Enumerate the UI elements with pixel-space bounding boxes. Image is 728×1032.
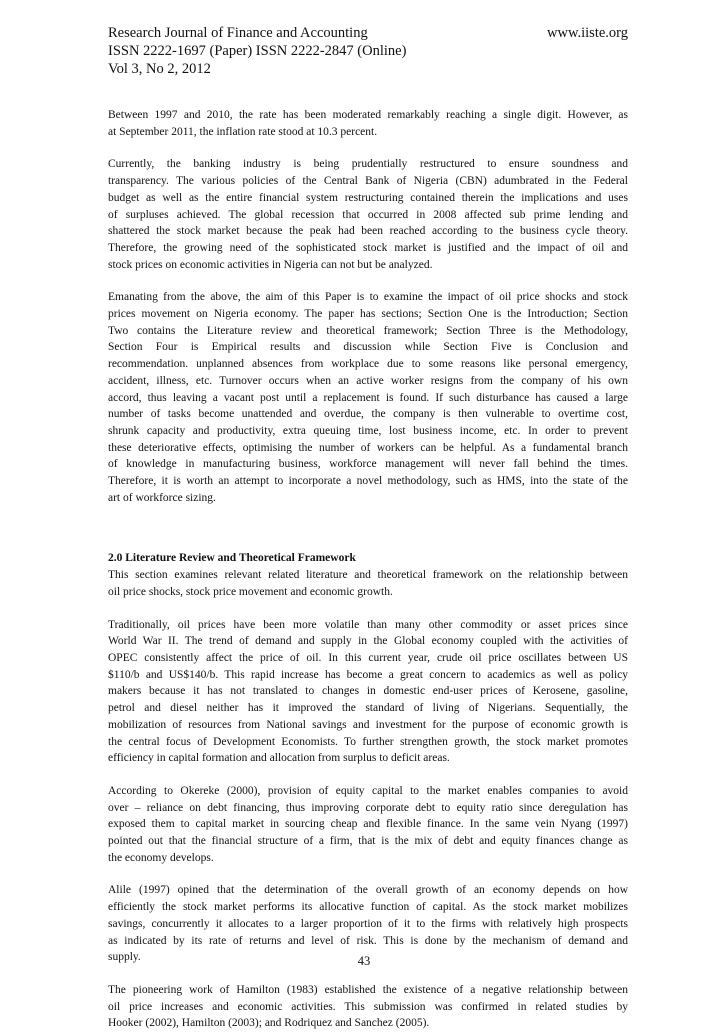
text-line: exposed them to capital market in sourcing cheap and flexible finance. In the same vein Nyang (1997) [108, 818, 628, 831]
journal-issn: ISSN 2222-1697 (Paper) ISSN 2222-2847 (Online) [108, 43, 407, 59]
text-line: savings, concurrently it allocates to a larger proportion of it to the firms with relatively high prospects [108, 917, 628, 930]
text-line: Two contains the Literature review and theoretical framework; Section Three is the Methodology, [108, 324, 628, 337]
text-line: Section Four is Empirical results and discussion while Section Five is Conclusion and [108, 341, 628, 354]
text-line: OPEC consistently affect the price of oil. In this current year, crude oil price oscillates between US [108, 651, 628, 664]
text-line: over – reliance on debt financing, thus improving corporate debt to equity ratio since deregulation has [108, 801, 628, 814]
text-line: as indicated by its rate of returns and level of risk. This is done by the mechanism of demand and [108, 934, 628, 947]
running-header-journal-line [108, 24, 628, 42]
text-line: supply. [108, 951, 141, 964]
text-line: $110/b and US$140/b. This rapid increase has become a great concern to academics as well as policy [108, 668, 628, 681]
text-line: Alile (1997) opined that the determination of the overall growth of an economy depends on how [108, 884, 628, 897]
text-line: these deteriorative effects, optimising the number of workers can be helpful. As a fundamental branch [108, 441, 628, 454]
text-line: the economy develops. [108, 851, 214, 864]
text-line: pointed out that the financial structure of a firm, that is the mix of debt and equity finances change as [108, 835, 628, 848]
text-line: Emanating from the above, the aim of this Paper is to examine the impact of oil price shocks and stock [108, 291, 628, 304]
text-line: of knowledge in manufacturing business, workforce management will never fall behind the times. [108, 458, 628, 471]
paragraph [108, 617, 628, 767]
text-line: recommendation. unplanned absences from workplace due to some reasons like personal emergency, [108, 358, 628, 371]
text-line: prices movement on Nigeria economy. The paper has sections; Section One is the Introduction; Section [108, 308, 628, 321]
text-line: art of workforce sizing. [108, 491, 216, 504]
text-line: shrunk capacity and productivity, extra queuing time, lost business income, etc. In order to prevent [108, 424, 628, 437]
paragraph [108, 156, 628, 273]
text-line: oil price shocks, stock price movement and economic growth. [108, 585, 393, 598]
paragraph [108, 567, 628, 600]
text-line: the central focus of Development Economists. To further strengthen growth, the stock market promotes [108, 735, 628, 748]
paragraph [108, 289, 628, 506]
text-line: makers because it has not translated to changes in domestic end-user prices of Kerosene, gasoline, [108, 685, 628, 698]
text-line: World War II. The trend of demand and supply in the Global economy coupled with the activities of [108, 635, 628, 648]
text-line: efficiently the stock market performs its allocative function of capital. As the stock market mobilizes [108, 901, 628, 914]
text-line: number of tasks become unattended and overdue, the company is then vulnerable to overtime cost, [108, 408, 628, 421]
text-line: Between 1997 and 2010, the rate has been moderated remarkably reaching a single digit. However, as [108, 109, 628, 121]
text-line: budget as well as the entire financial system restructuring contained therein the implications and uses [108, 191, 628, 204]
section-heading: 2.0 Literature Review and Theoretical Framework [108, 552, 356, 565]
text-line: mobilization of resources from National savings and investment for the purpose of economic growth is [108, 718, 628, 731]
paragraph [108, 783, 628, 867]
text-line: shattered the stock market because the peak had been reached according to the business cycle theory. [108, 225, 628, 238]
journal-title: Research Journal of Finance and Accounting [108, 25, 368, 41]
text-line: Therefore, it is worth an attempt to incorporate a novel methodology, such as HMS, into the state of the [108, 475, 628, 488]
text-line: Currently, the banking industry is being prudentially restructured to ensure soundness and [108, 158, 628, 171]
text-line: The pioneering work of Hamilton (1983) established the existence of a negative relationship between [108, 983, 628, 996]
text-line: stock prices on economic activities in Nigeria can not but be analyzed. [108, 258, 433, 271]
text-line: oil price increases and economic activities. This submission was confirmed in related studies by [108, 1000, 628, 1013]
text-line: According to Okereke (2000), provision of equity capital to the market enables companies to avoid [108, 784, 628, 797]
journal-volume: Vol 3, No 2, 2012 [108, 61, 211, 77]
text-line: accord, thus leaving a vacant post until a replacement is found. If such disturbance has caused a large [108, 391, 628, 404]
text-line: efficiency in capital formation and allocation from surplus to deficit areas. [108, 752, 450, 765]
text-line: at September 2011, the inflation rate stood at 10.3 percent. [108, 125, 378, 138]
text-line: Therefore, the growing need of the sophisticated stock market is justified and the impact of oil and [108, 241, 628, 254]
text-line: Traditionally, oil prices have been more volatile than many other commodity or asset prices since [108, 618, 628, 631]
text-line: transparency. The various policies of the Central Bank of Nigeria (CBN) adumbrated in the Federal [108, 175, 628, 188]
page-number: 43 [357, 954, 371, 968]
paragraph [108, 982, 628, 1032]
text-line: of surpluses achieved. The global recession that occurred in 2008 affected sub prime lending and [108, 208, 628, 221]
text-line: accident, illness, etc. Turnover occurs when an active worker resigns from the company of his own [108, 374, 628, 387]
article-body [108, 107, 628, 1032]
text-line: petrol and diesel neither has it improved the standard of living of Nigerians. Sequentially, the [108, 702, 628, 715]
paragraph [108, 107, 628, 140]
text-line: Hooker (2002), Hamilton (2003); and Rodriquez and Sanchez (2005). [108, 1017, 430, 1030]
journal-website: www.iiste.org [547, 25, 628, 41]
text-line: This section examines relevant related literature and theoretical framework on the relationship between [108, 569, 628, 582]
